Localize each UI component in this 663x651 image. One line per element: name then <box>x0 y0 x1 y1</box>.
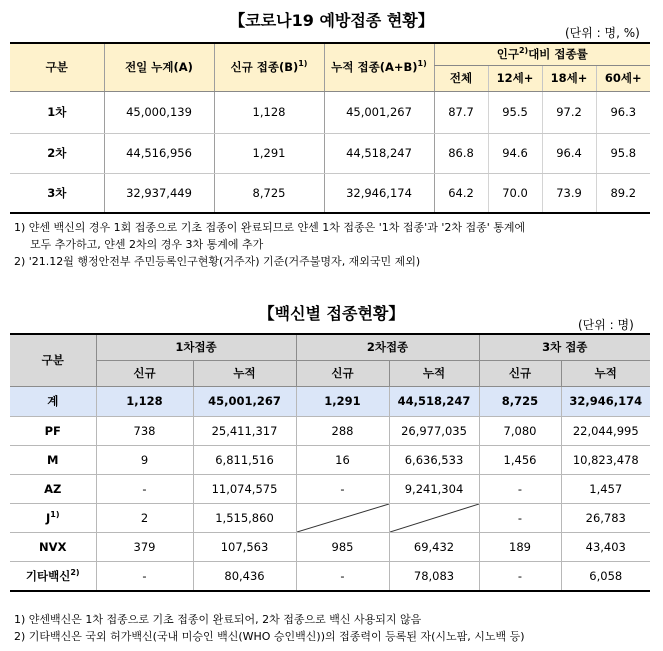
cell-new1: 379 <box>96 532 193 561</box>
cell-age18: 97.2 <box>542 91 596 133</box>
row-label: PF <box>10 416 96 445</box>
cell-cum1: 45,001,267 <box>193 386 296 416</box>
row-label: M <box>10 445 96 474</box>
header-cum: 누적 <box>561 360 650 386</box>
cell-new2: 288 <box>296 416 389 445</box>
cell-cum3: 6,058 <box>561 561 650 591</box>
cell-new3: - <box>479 561 561 591</box>
header-category: 구분 <box>10 334 96 386</box>
header-age18: 18세+ <box>542 65 596 91</box>
vaccination-status-title: 【코로나19 예방접종 현황】 <box>229 11 434 30</box>
cell-age18: 73.9 <box>542 173 596 213</box>
cell-cum1: 25,411,317 <box>193 416 296 445</box>
cell-new: 1,128 <box>214 91 324 133</box>
cell-cum3: 32,946,174 <box>561 386 650 416</box>
table1-notes <box>14 219 654 270</box>
note-1: 1) 얀센 백신의 경우 1회 접종으로 기초 접종이 완료되므로 얀센 1차 접종은 '1차 접종'과 '2차 접종' 통계에 <box>14 221 526 234</box>
cell-cum2: 69,432 <box>389 532 479 561</box>
cell-cum: 45,001,267 <box>324 91 434 133</box>
cell-age12: 70.0 <box>488 173 542 213</box>
row-label: 계 <box>10 386 96 416</box>
cell-cum: 44,518,247 <box>324 133 434 173</box>
cell-new3: 189 <box>479 532 561 561</box>
cell-all: 87.7 <box>434 91 488 133</box>
cell-prev: 44,516,956 <box>104 133 214 173</box>
cell-all: 64.2 <box>434 173 488 213</box>
cell-age12: 94.6 <box>488 133 542 173</box>
header-new: 신규 <box>479 360 561 386</box>
table1-unit: (단위 : 명, %) <box>565 26 640 40</box>
cell-new1: 2 <box>96 503 193 532</box>
row-label: NVX <box>10 532 96 561</box>
cell-cum1: 107,563 <box>193 532 296 561</box>
row-label: 1차 <box>10 91 104 133</box>
row-label: 3차 <box>10 173 104 213</box>
table-row <box>10 91 650 133</box>
diagonal-strike <box>297 504 389 532</box>
total-row <box>10 386 650 416</box>
cell-cum1: 80,436 <box>193 561 296 591</box>
cell-new1: 9 <box>96 445 193 474</box>
header-cum: 누적 <box>389 360 479 386</box>
table-row <box>10 532 650 561</box>
table-row <box>10 445 650 474</box>
table-row <box>10 173 650 213</box>
cell-cum2: 78,083 <box>389 561 479 591</box>
note-2: 2) '21.12월 행정안전부 주민등록인구현황(거주자) 기준(거주불명자, 재외국민 제외) <box>14 255 421 268</box>
cell-new3: - <box>479 503 561 532</box>
header-age60: 60세+ <box>596 65 650 91</box>
header-age12: 12세+ <box>488 65 542 91</box>
cell-new2: - <box>296 474 389 503</box>
header-prev-total: 전일 누계(A) <box>104 43 214 91</box>
cell-new2: 1,291 <box>296 386 389 416</box>
cell-cum1: 11,074,575 <box>193 474 296 503</box>
cell-cum3: 10,823,478 <box>561 445 650 474</box>
vaccine-type-title: 【백신별 접종현황】 <box>258 304 405 323</box>
table-row <box>10 561 650 591</box>
cell-new2: 16 <box>296 445 389 474</box>
cell-new1: 738 <box>96 416 193 445</box>
cell-prev: 45,000,139 <box>104 91 214 133</box>
cell-cum3: 43,403 <box>561 532 650 561</box>
cell-cum2: 44,518,247 <box>389 386 479 416</box>
cell-age18: 96.4 <box>542 133 596 173</box>
header-all: 전체 <box>434 65 488 91</box>
table2-unit: (단위 : 명) <box>578 318 634 332</box>
cell-new2: - <box>296 561 389 591</box>
table-row <box>10 474 650 503</box>
header-category: 구분 <box>10 43 104 91</box>
cell-new3: 7,080 <box>479 416 561 445</box>
cell-cum1: 6,811,516 <box>193 445 296 474</box>
cell-cum: 32,946,174 <box>324 173 434 213</box>
cell-new3: - <box>479 474 561 503</box>
header-dose2: 2차접종 <box>296 334 479 360</box>
vaccine-type-table <box>10 333 650 592</box>
cell-new1: - <box>96 561 193 591</box>
cell-cum1: 1,515,860 <box>193 503 296 532</box>
vaccination-status-table <box>10 42 650 214</box>
cell-new: 1,291 <box>214 133 324 173</box>
cell-cum3: 1,457 <box>561 474 650 503</box>
header-new: 신규 <box>96 360 193 386</box>
cell-cum2: 26,977,035 <box>389 416 479 445</box>
cell-all: 86.8 <box>434 133 488 173</box>
cell-age60: 95.8 <box>596 133 650 173</box>
cell-age12: 95.5 <box>488 91 542 133</box>
cell-cum2-na <box>389 503 479 532</box>
cell-new2-na <box>296 503 389 532</box>
note-1-cont: 모두 추가하고, 얀센 2차의 경우 3차 통계에 추가 <box>30 238 264 251</box>
cell-new3: 1,456 <box>479 445 561 474</box>
cell-new: 8,725 <box>214 173 324 213</box>
note-1: 1) 얀센백신은 1차 접종으로 기초 접종이 완료되어, 2차 접종으로 백신 사용되지 않음 <box>14 613 422 626</box>
header-cumulative: 누적 접종$(A+B)^{1)}$ <box>324 43 434 91</box>
row-label: 기타백신$^{2)}$ <box>10 561 96 591</box>
cell-cum2: 9,241,304 <box>389 474 479 503</box>
cell-cum3: 22,044,995 <box>561 416 650 445</box>
header-dose1: 1차접종 <box>96 334 296 360</box>
cell-new3: 8,725 <box>479 386 561 416</box>
note-2: 2) 기타백신은 국외 허가백신(국내 미승인 백신(WHO 승인백신))의 접종력이 등록된 자(시노팜, 시노백 등) <box>14 630 525 643</box>
table-row <box>10 503 650 532</box>
cell-age60: 89.2 <box>596 173 650 213</box>
header-rate-group: 인구$^{2)}$대비 접종률 <box>434 43 650 65</box>
table2-notes <box>14 611 654 645</box>
header-new: 신규 <box>296 360 389 386</box>
cell-new2: 985 <box>296 532 389 561</box>
header-new: 신규 접종$(B)^{1)}$ <box>214 43 324 91</box>
table-row <box>10 416 650 445</box>
header-cum: 누적 <box>193 360 296 386</box>
cell-cum3: 26,783 <box>561 503 650 532</box>
header-dose3: 3차 접종 <box>479 334 650 360</box>
table-row <box>10 133 650 173</box>
row-label: 2차 <box>10 133 104 173</box>
diagonal-strike <box>390 504 479 532</box>
cell-prev: 32,937,449 <box>104 173 214 213</box>
cell-age60: 96.3 <box>596 91 650 133</box>
cell-new1: - <box>96 474 193 503</box>
cell-new1: 1,128 <box>96 386 193 416</box>
row-label: AZ <box>10 474 96 503</box>
row-label: $J^{1)}$ <box>10 503 96 532</box>
cell-cum2: 6,636,533 <box>389 445 479 474</box>
